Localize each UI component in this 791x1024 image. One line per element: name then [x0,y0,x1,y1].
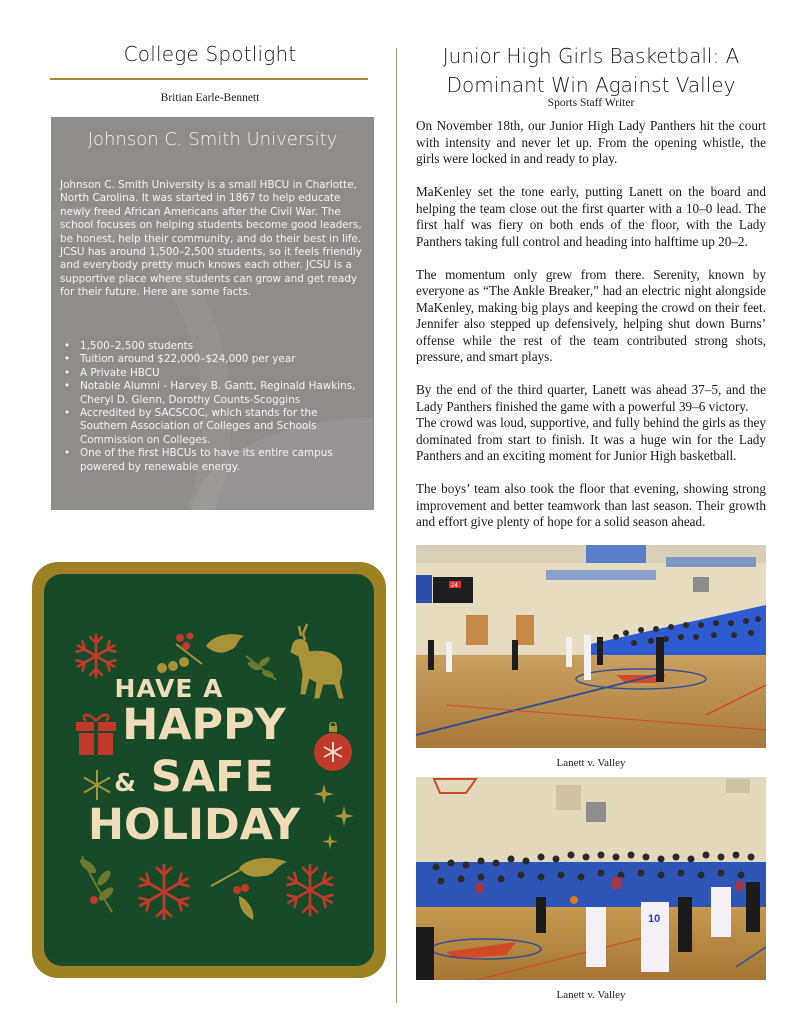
fact-item: • Accredited by SACSCOC, which stands for the Southern Association of Colleges and Schools Commission on Colleges. [63,407,365,447]
spotlight-heading: Johnson C. Smith University [87,129,338,150]
holiday-card [32,562,386,978]
fact-item: • One of the first HBCUs to have its entire campus powered by renewable energy. [63,447,365,474]
article-paragraph: The momentum only grew from there. Serenity, known by everyone as “The Ankle Breaker,” had an electric night alongside MaKenley, making big plays and keeping the crowd on their feet. Jennifer also stepped up defensively, helping shut down Burns’ offense while the rest of the team contributed strong shots, pressure, and smart plays. [416,266,766,364]
scoreboard-score: 24 [451,583,458,589]
game-photo-1 [416,545,766,748]
snowflake-icon [282,862,338,918]
holiday-line-happy: HAPPY [122,700,286,750]
fact-item: • 1,500–2,500 students [63,340,365,353]
spotlight-body: Johnson C. Smith University is a small HBCU in Charlotte, North Carolina. It was started in 1867 to help educate newly freed African Americans after the Civil War. The school focuses on helping students become good leaders, be honest, help their community, and do their best in life. JCSU has around 1,500–2,500 students, so it feels friendly and everybody pretty much knows each other. JCSU is a supportive place where students can grow and get ready for their future. Here are some facts. [60,179,362,299]
snowflake-icon [134,862,194,922]
article-byline: Sports Staff Writer [547,97,635,109]
article-paragraph: The crowd was loud, supportive, and fully behind the girls as they dominated from start to finish. It was a huge win for the Lady Panthers and an exciting moment for Junior High basketball. [416,415,766,463]
article-paragraph: On November 18th, our Junior High Lady Panthers hit the court with intensity and never let up. From the opening whistle, the girls were locked in and ready to play. [416,118,766,166]
jersey-number: 10 [648,913,661,925]
facts-list [63,340,365,474]
holly-berries-icon [209,856,289,922]
safe-word: SAFE [150,752,274,802]
photo-caption: Lanett v. Valley [556,757,626,769]
holly-berries-icon [154,624,249,679]
ampersand: & [114,768,136,797]
article-title: Junior High Girls Basketball: A Dominant Win Against Valley [442,44,740,97]
spotlight-box [51,117,374,510]
snowflake-icon [72,632,120,680]
title-underline [50,78,368,80]
fact-item: • A Private HBCU [63,367,365,380]
article-body [416,118,766,547]
column-divider [396,48,397,1003]
gym-scene-image [416,545,766,748]
fact-item: • Tuition around $22,000–$24,000 per year [63,353,365,366]
holiday-line-safe [49,752,339,802]
section-title-college-spotlight: College Spotlight [123,42,297,66]
article-paragraph: MaKenley set the tone early, putting Lanett on the board and helping the team close out the first quarter with a 10–0 lead. The first half was fiery on both ends of the floor, with the Lady Panthers taking full control and heading into halftime up 20–2. [416,184,766,249]
author-byline: Britian Earle-Bennett [160,92,260,104]
leaf-sprig-icon [76,852,118,914]
fact-item: • Notable Alumni - Harvey B. Gantt, Reginald Hawkins, Cheryl D. Glenn, Dorothy Counts-Scoggins [63,380,365,407]
holiday-line-have-a: HAVE A [114,674,224,703]
article-paragraph: By the end of the third quarter, Lanett was ahead 37–5, and the Lady Panthers finished the game with a powerful 39–6 victory. [416,382,766,414]
holiday-card-inner [44,574,374,966]
game-photo-2 [416,777,766,980]
gym-scene-image [416,777,766,980]
photo-caption: Lanett v. Valley [556,989,626,1001]
holiday-line-holiday: HOLIDAY [88,800,300,850]
article-paragraph: The boys’ team also took the floor that evening, showing strong improvement and better teamwork than last season. Their growth and effort give plenty of hope for a solid season ahead. [416,481,766,529]
reindeer-icon [279,622,349,702]
